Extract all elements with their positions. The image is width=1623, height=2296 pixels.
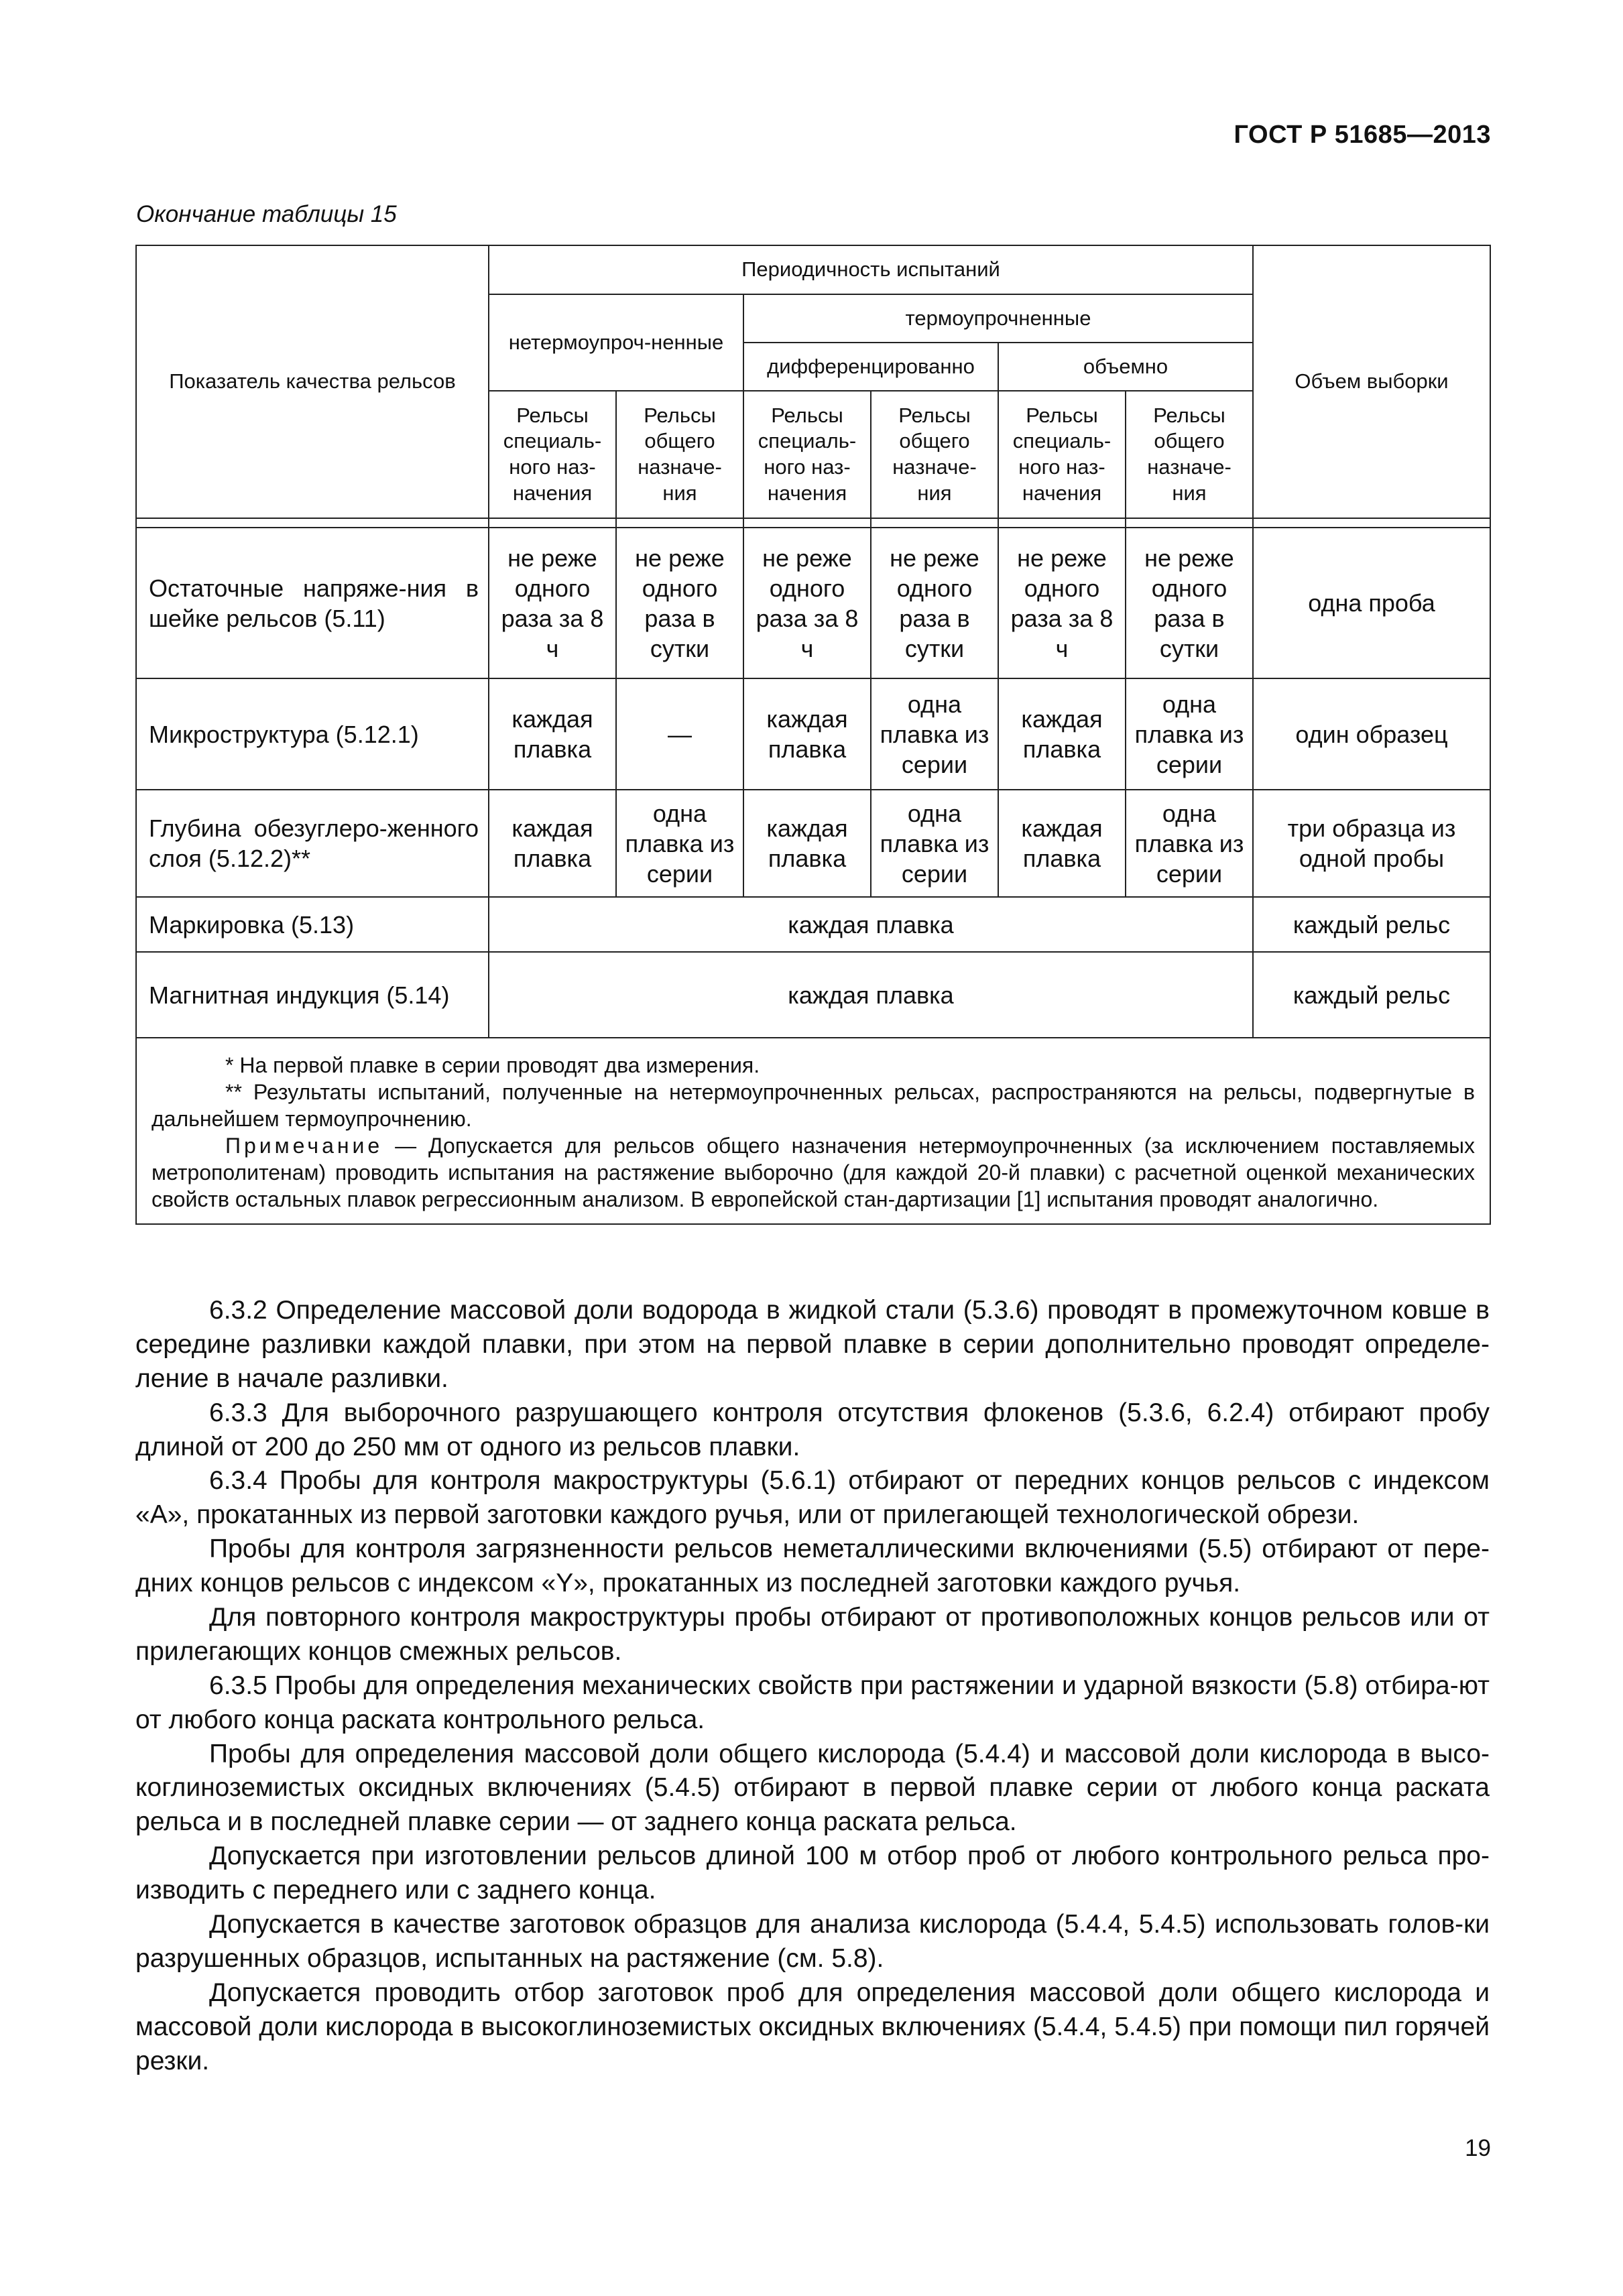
paragraph: Допускается в качестве заготовок образцов для анализа кислорода (5.4.4, 5.4.5) использовать голов-ки разрушенных образцов, испытанных на растяжение (см. 5.8). bbox=[135, 1910, 1490, 1973]
paragraph: 6.3.4 Пробы для контроля макроструктуры (5.6.1) отбирают от передних концов рельсов с индексом «А», прокатанных из первой заготовки каждого ручья, или от прилегающей технологической обрези. bbox=[135, 1466, 1490, 1530]
paragraph: Допускается проводить отбор заготовок проб для определения массовой доли общего кислорода и массовой доли кислорода в высокоглиноземистых оксидных включениях (5.4.4, 5.4.5) при помощи пил горячей резки. bbox=[135, 1978, 1490, 2075]
cell-value: не реже одного раза в сутки bbox=[1126, 528, 1253, 678]
footnote-1: * На первой плавке в серии проводят два измерения. bbox=[225, 1053, 760, 1077]
table-row bbox=[136, 528, 1490, 678]
row-indicator: Глубина обезуглеро-женного слоя (5.12.2)** bbox=[136, 790, 489, 897]
table-row bbox=[136, 678, 1490, 790]
cell-value: не реже одного раза за 8 ч bbox=[743, 528, 871, 678]
document-code: ГОСТ Р 51685—2013 bbox=[1234, 121, 1491, 149]
cell-sample: одна проба bbox=[1253, 528, 1490, 678]
cell-value: одна плавка из серии bbox=[1126, 678, 1253, 790]
header-indicator: Показатель качества рельсов bbox=[136, 245, 489, 518]
page-number: 19 bbox=[1465, 2135, 1491, 2161]
table-note bbox=[152, 1132, 1475, 1213]
cell-value: не реже одного раза за 8 ч bbox=[489, 528, 616, 678]
table-row bbox=[136, 897, 1490, 952]
paragraph: Допускается при изготовлении рельсов длиной 100 м отбор проб от любого контрольного рельса про-изводить с переднего или с заднего конца. bbox=[135, 1841, 1490, 1905]
cell-sample: каждый рельс bbox=[1253, 952, 1490, 1038]
cell-value: каждая плавка bbox=[489, 790, 616, 897]
paragraph: 6.3.2 Определение массовой доли водорода в жидкой стали (5.3.6) проводят в промежуточном ковше в середине разливки каждой плавки, при этом на первой плавке в серии дополнительно проводят определе-ление в начале разливки. bbox=[135, 1296, 1490, 1393]
subheader-special-rails: Рельсы специаль-ного наз-начения bbox=[743, 391, 871, 518]
cell-value: каждая плавка bbox=[998, 678, 1126, 790]
row-indicator: Маркировка (5.13) bbox=[136, 897, 489, 952]
cell-merged: каждая плавка bbox=[489, 952, 1253, 1038]
paragraph: Пробы для определения массовой доли общего кислорода (5.4.4) и массовой доли кислорода в высо-коглиноземистых оксидных включениях (5.4.5) отбирают в первой плавке серии от любого конца раската рельса и в последней плавке серии — от заднего конца раската рельса. bbox=[135, 1739, 1490, 1837]
cell-value: каждая плавка bbox=[998, 790, 1126, 897]
header-hardened: термоупрочненные bbox=[743, 294, 1253, 343]
cell-merged: каждая плавка bbox=[489, 897, 1253, 952]
cell-value: одна плавка из серии bbox=[616, 790, 743, 897]
table-notes bbox=[136, 1038, 1490, 1224]
cell-value: не реже одного раза в сутки bbox=[871, 528, 998, 678]
header-sample-size: Объем выборки bbox=[1253, 245, 1490, 518]
header-volumetric: объемно bbox=[998, 343, 1253, 391]
paragraph: Пробы для контроля загрязненности рельсов неметаллическими включениями (5.5) отбирают от пере-дних концов рельсов с индексом «Y», прокатанных из последней заготовки каждого ручья. bbox=[135, 1534, 1490, 1598]
test-periodicity-table bbox=[135, 245, 1491, 1225]
row-indicator: Остаточные напряже-ния в шейке рельсов (5.11) bbox=[136, 528, 489, 678]
cell-value: не реже одного раза в сутки bbox=[616, 528, 743, 678]
header-periodicity: Периодичность испытаний bbox=[489, 245, 1253, 294]
cell-value: — bbox=[616, 678, 743, 790]
cell-value: одна плавка из серии bbox=[871, 678, 998, 790]
cell-value: каждая плавка bbox=[489, 678, 616, 790]
row-indicator: Магнитная индукция (5.14) bbox=[136, 952, 489, 1038]
header-non-hardened: нетермоупроч-ненные bbox=[489, 294, 743, 391]
cell-value: не реже одного раза за 8 ч bbox=[998, 528, 1126, 678]
cell-sample: три образца из одной пробы bbox=[1253, 790, 1490, 897]
note-text: — Допускается для рельсов общего назначения нетермоупрочненных (за исключением поставляемых метрополитенам) проводить испытания на растяжение выборочно (для каждой 20-й плавки) с расчетной оценкой механических свойств остальных плавок регрессионным анализом. В европейской стан-дартизации [1] испытания проводят аналогично. bbox=[152, 1134, 1475, 1211]
row-indicator: Микроструктура (5.12.1) bbox=[136, 678, 489, 790]
subheader-general-rails: Рельсы общего назначе-ния bbox=[1126, 391, 1253, 518]
subheader-general-rails: Рельсы общего назначе-ния bbox=[871, 391, 998, 518]
cell-sample: каждый рельс bbox=[1253, 897, 1490, 952]
cell-value: каждая плавка bbox=[743, 790, 871, 897]
note-label: Примечание bbox=[225, 1134, 383, 1158]
table-row bbox=[136, 790, 1490, 897]
header-differential: дифференцированно bbox=[743, 343, 998, 391]
paragraph: Для повторного контроля макроструктуры пробы отбирают от противоположных концов рельсов или от прилегающих концов смежных рельсов. bbox=[135, 1603, 1490, 1666]
footnote-2: ** Результаты испытаний, полученные на нетермоупрочненных рельсах, распространяются на рельсы, подвергнутые в дальнейшем термоупрочнению. bbox=[152, 1080, 1475, 1131]
subheader-special-rails: Рельсы специаль-ного наз-начения bbox=[998, 391, 1126, 518]
subheader-special-rails: Рельсы специаль-ного наз-начения bbox=[489, 391, 616, 518]
table-row bbox=[136, 952, 1490, 1038]
table-caption: Окончание таблицы 15 bbox=[136, 201, 397, 227]
paragraph: 6.3.5 Пробы для определения механических свойств при растяжении и ударной вязкости (5.8) отбира-ют от любого конца раската контрольного рельса. bbox=[135, 1671, 1490, 1734]
paragraph: 6.3.3 Для выборочного разрушающего контроля отсутствия флокенов (5.3.6, 6.2.4) отбирают пробу длиной от 200 до 250 мм от одного из рельсов плавки. bbox=[135, 1398, 1490, 1461]
cell-value: одна плавка из серии bbox=[1126, 790, 1253, 897]
subheader-general-rails: Рельсы общего назначе-ния bbox=[616, 391, 743, 518]
cell-value: одна плавка из серии bbox=[871, 790, 998, 897]
cell-sample: один образец bbox=[1253, 678, 1490, 790]
body-text bbox=[135, 1294, 1490, 2078]
cell-value: каждая плавка bbox=[743, 678, 871, 790]
